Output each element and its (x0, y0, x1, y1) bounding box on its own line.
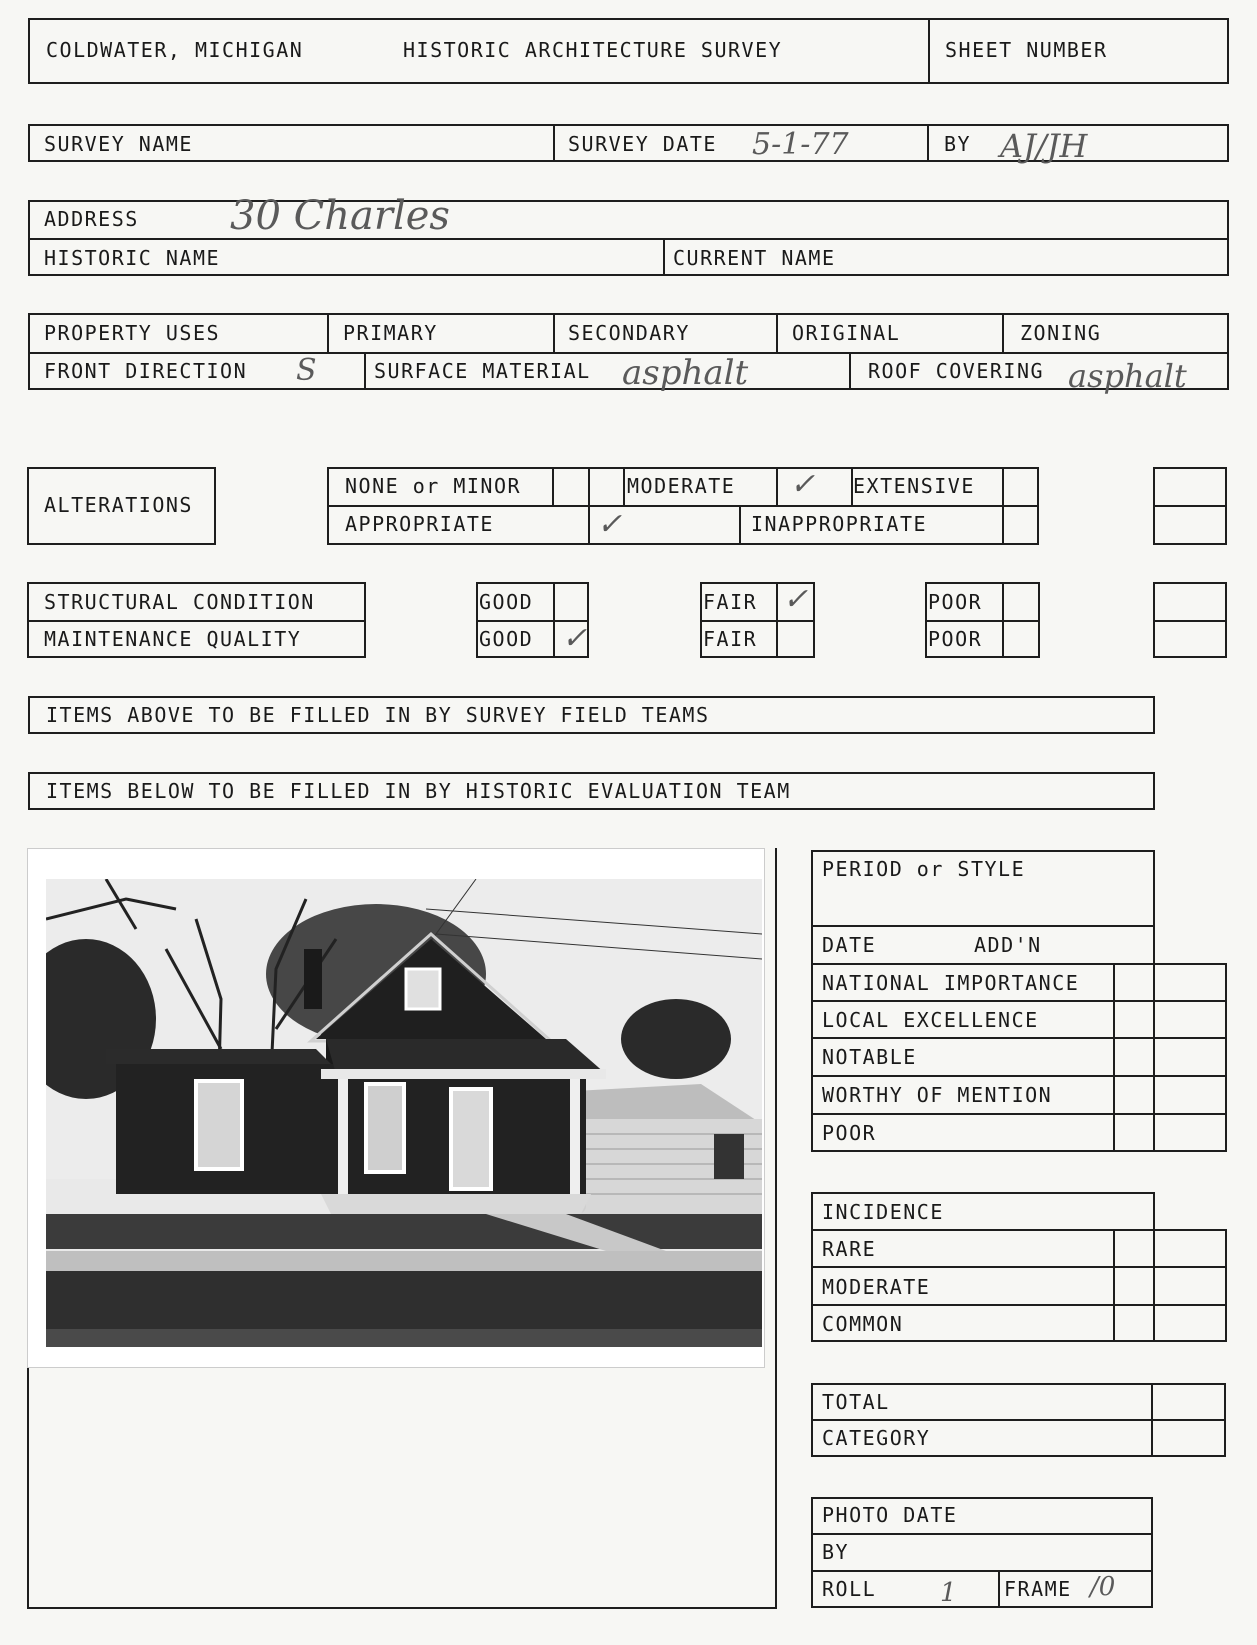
frame-label: FRAME (1004, 1577, 1072, 1601)
alt-moderate-check[interactable]: ✓ (790, 467, 816, 502)
form-title: HISTORIC ARCHITECTURE SURVEY (403, 38, 783, 62)
date-label: DATE (822, 933, 877, 957)
alt-extensive: EXTENSIVE (853, 474, 975, 498)
notable-label: NOTABLE (822, 1045, 917, 1069)
alt-appropriate-check[interactable]: ✓ (597, 507, 623, 542)
alt-score-mid (1153, 505, 1227, 507)
current-name-label: CURRENT NAME (673, 246, 836, 270)
alterations-label: ALTERATIONS (44, 493, 193, 517)
total-div (1151, 1383, 1153, 1457)
note-below: ITEMS BELOW TO BE FILLED IN BY HISTORIC EVALUATION TEAM (46, 779, 791, 803)
category-label: CATEGORY (822, 1426, 931, 1450)
alt-div-2 (588, 467, 590, 545)
structural-condition-label: STRUCTURAL CONDITION (44, 590, 315, 614)
alt-none-minor: NONE or MINOR (345, 474, 522, 498)
photo-by-label: BY (822, 1540, 850, 1564)
inc-line-4 (811, 1340, 1227, 1342)
photo-info-div (998, 1570, 1000, 1608)
photo-date-label: PHOTO DATE (822, 1503, 958, 1527)
property-divider-6 (849, 352, 851, 390)
national-importance-label: NATIONAL IMPORTANCE (822, 971, 1080, 995)
inc-moderate-label: MODERATE (822, 1275, 931, 1299)
eval-line-2 (811, 963, 1227, 965)
frame-value[interactable]: /0 (1090, 1572, 1116, 1602)
eval-line-4 (811, 1037, 1227, 1039)
house-photo (27, 848, 765, 1368)
poor-div (1002, 582, 1004, 658)
structural-fair-check[interactable]: ✓ (783, 582, 809, 617)
eval-line-1 (811, 925, 1155, 927)
common-label: COMMON (822, 1312, 904, 1336)
original-label: ORIGINAL (792, 321, 901, 345)
structural-poor: POOR (928, 590, 983, 614)
inc-line-2 (811, 1266, 1227, 1268)
alt-div-4 (776, 467, 778, 505)
inc-line-3 (811, 1304, 1227, 1306)
property-divider-3 (776, 313, 778, 352)
alt-appropriate: APPROPRIATE (345, 512, 494, 536)
address-label: ADDRESS (44, 207, 139, 231)
address-value[interactable]: 30 Charles (230, 193, 450, 239)
roof-covering-value[interactable]: asphalt (1068, 357, 1187, 395)
surface-material-value[interactable]: asphalt (622, 353, 749, 393)
condition-score-mid (1153, 620, 1227, 622)
maintenance-poor: POOR (928, 627, 983, 651)
survey-date-label: SURVEY DATE (568, 132, 717, 156)
survey-name-label: SURVEY NAME (44, 132, 193, 156)
incidence-label: INCIDENCE (822, 1200, 944, 1224)
alt-div-1 (552, 467, 554, 505)
eval-score-div (1113, 963, 1115, 1152)
roll-label: ROLL (822, 1577, 877, 1601)
local-excellence-label: LOCAL EXCELLENCE (822, 1008, 1039, 1032)
maintenance-fair: FAIR (703, 627, 758, 651)
eval-line-7 (811, 1150, 1227, 1152)
eval-poor-label: POOR (822, 1121, 877, 1145)
total-mid (811, 1419, 1226, 1421)
roll-value[interactable]: 1 (940, 1578, 957, 1608)
property-uses-label: PROPERTY USES (44, 321, 221, 345)
condition-label-mid (27, 620, 366, 622)
total-label: TOTAL (822, 1390, 890, 1414)
alt-div-6 (739, 505, 741, 545)
fair-div (776, 582, 778, 658)
historic-name-label: HISTORIC NAME (44, 246, 221, 270)
inc-score-div (1113, 1229, 1115, 1342)
photo-panel-right (775, 848, 777, 1608)
survey-date-value[interactable]: 5-1-77 (752, 127, 849, 162)
property-divider-2 (553, 313, 555, 352)
property-divider-4 (1002, 313, 1004, 352)
fair-mid (700, 620, 815, 622)
structural-good: GOOD (479, 590, 534, 614)
eval-score-right (1225, 963, 1227, 1152)
note-above: ITEMS ABOVE TO BE FILLED IN BY SURVEY FIELD TEAMS (46, 703, 710, 727)
maintenance-good: GOOD (479, 627, 534, 651)
poor-mid (925, 620, 1040, 622)
survey-divider-2 (927, 124, 929, 162)
survey-divider-1 (553, 124, 555, 162)
alt-moderate: MODERATE (627, 474, 736, 498)
secondary-label: SECONDARY (568, 321, 690, 345)
alt-div-3 (623, 467, 625, 505)
address-mid-line (28, 238, 1229, 240)
city-label: COLDWATER, MICHIGAN (46, 38, 304, 62)
primary-label: PRIMARY (343, 321, 438, 345)
photo-info-line-1 (811, 1533, 1153, 1535)
eval-line-5 (811, 1075, 1227, 1077)
property-divider-1 (327, 313, 329, 352)
worthy-of-mention-label: WORTHY OF MENTION (822, 1083, 1053, 1107)
inc-score-right (1225, 1229, 1227, 1342)
alt-div-7 (1002, 467, 1004, 545)
eval-line-3 (811, 1000, 1227, 1002)
photo-panel-bottom (27, 1607, 777, 1609)
alterations-mid-line (327, 505, 1039, 507)
structural-fair: FAIR (703, 590, 758, 614)
maintenance-quality-label: MAINTENANCE QUALITY (44, 627, 302, 651)
front-direction-label: FRONT DIRECTION (44, 359, 248, 383)
good-div (553, 582, 555, 658)
property-divider-5 (364, 352, 366, 390)
house-photo-image (46, 879, 762, 1347)
sheet-number-label: SHEET NUMBER (945, 38, 1108, 62)
period-style-label: PERIOD or STYLE (822, 857, 1026, 881)
front-direction-value[interactable]: S (296, 353, 317, 388)
maintenance-good-check[interactable]: ✓ (562, 621, 588, 656)
rare-label: RARE (822, 1237, 877, 1261)
inc-line-1 (811, 1229, 1227, 1231)
header-divider (928, 18, 930, 84)
address-divider (663, 238, 665, 276)
zoning-label: ZONING (1020, 321, 1102, 345)
alt-inappropriate: INAPPROPRIATE (751, 512, 928, 536)
by-label: BY (944, 132, 972, 156)
roof-covering-label: ROOF COVERING (868, 359, 1045, 383)
by-value[interactable]: AJ/JH (1000, 127, 1088, 165)
addn-label: ADD'N (974, 933, 1042, 957)
surface-material-label: SURFACE MATERIAL (374, 359, 591, 383)
eval-line-6 (811, 1113, 1227, 1115)
